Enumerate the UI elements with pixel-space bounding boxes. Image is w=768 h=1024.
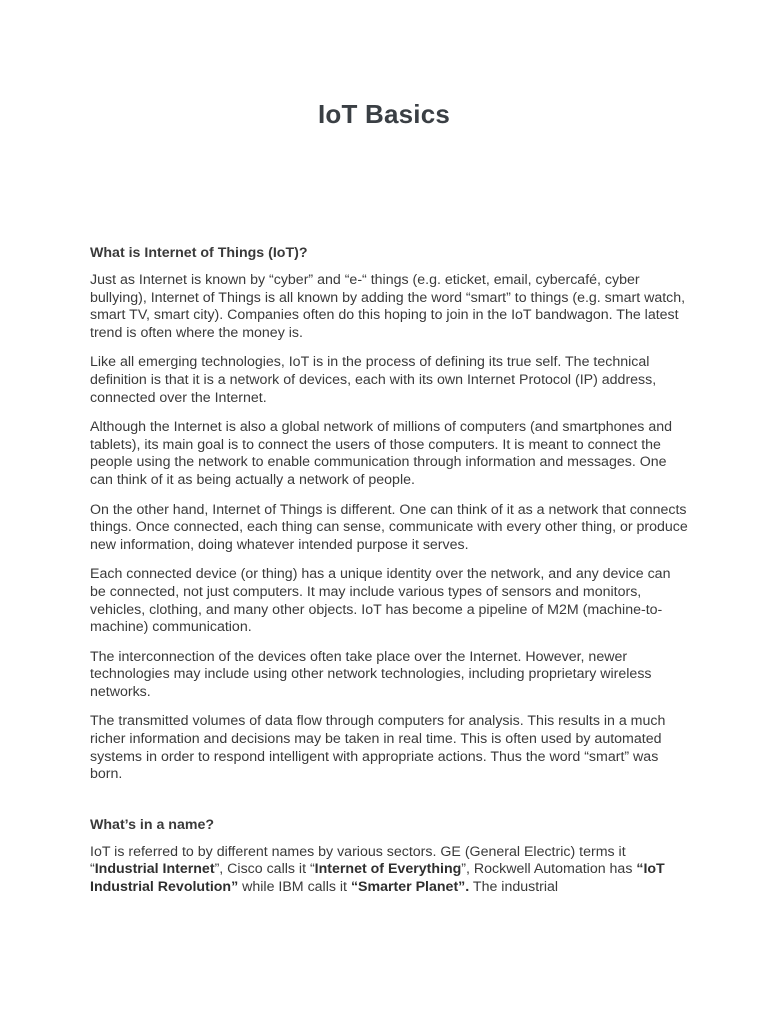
- paragraph: Like all emerging technologies, IoT is in the process of defining its true self. The technical definition is that it is a network of devices, each with its own Internet Protocol (IP) address, connected over the Internet.: [90, 354, 657, 406]
- paragraph: The interconnection of the devices often take place over the Internet. However, newer technologies may include using other network technologies, including proprietary wireless networks.: [90, 648, 652, 700]
- term-internet-of-everything: Internet of Everything: [314, 861, 462, 878]
- term-iot-industrial-revolution: “IoT Industrial Revolution”: [90, 861, 665, 896]
- document-title: IoT Basics: [317, 99, 451, 129]
- term-industrial-internet: Industrial Internet: [94, 861, 215, 878]
- paragraph: Although the Internet is also a global network of millions of computers (and smartphones and tablets), its main goal is to connect the users of those computers. It is meant to connect the people using the network to enable communication through information and messages. One can think of it as being actually a network of people.: [90, 419, 673, 488]
- paragraph: The transmitted volumes of data flow through computers for analysis. This results in a much richer information and decisions may be taken in real time. This is often used by automated systems in order to respond intelligent with appropriate actions. Thus the word “smart” was born.: [90, 713, 666, 783]
- paragraph: Each connected device (or thing) has a unique identity over the network, and any device can be connected, not just computers. It may include various types of sensors and monitors, vehicles, clothing, and many other objects. IoT has become a pipeline of M2M (machine-to-machine) communication.: [90, 566, 671, 636]
- document-body: [90, 244, 690, 909]
- names-mid-text-3: while IBM calls it: [238, 879, 351, 896]
- section-heading-what-is-iot: What is Internet of Things (IoT)?: [90, 245, 308, 261]
- names-mid-text-2: ”, Rockwell Automation has: [461, 861, 637, 878]
- names-mid-text-1: ”, Cisco calls it “: [214, 861, 315, 878]
- names-intro-text: IoT is referred to by different names by various sectors. GE (General Electric) terms it “: [90, 843, 626, 878]
- section-heading-whats-in-a-name: What’s in a name?: [90, 816, 215, 833]
- paragraph-names: [90, 844, 690, 897]
- paragraph: On the other hand, Internet of Things is different. One can think of it as a network that connects things. Once connected, each thing can sense, communicate with every other thing, or produce new information, doing whatever intended purpose it serves.: [90, 501, 688, 553]
- names-tail-text: The industrial: [469, 879, 559, 896]
- term-smarter-planet: “Smarter Planet”.: [350, 879, 470, 896]
- section-whats-in-a-name: [90, 816, 690, 897]
- paragraph: Just as Internet is known by “cyber” and “e-“ things (e.g. eticket, email, cybercafé, cyber bullying), Internet of Things is all known by adding the word “smart” to things (e.g. smart watch, smart TV, smart city). Companies often do this hoping to join in the IoT bandwagon. The latest trend is often where the money is.: [90, 272, 686, 341]
